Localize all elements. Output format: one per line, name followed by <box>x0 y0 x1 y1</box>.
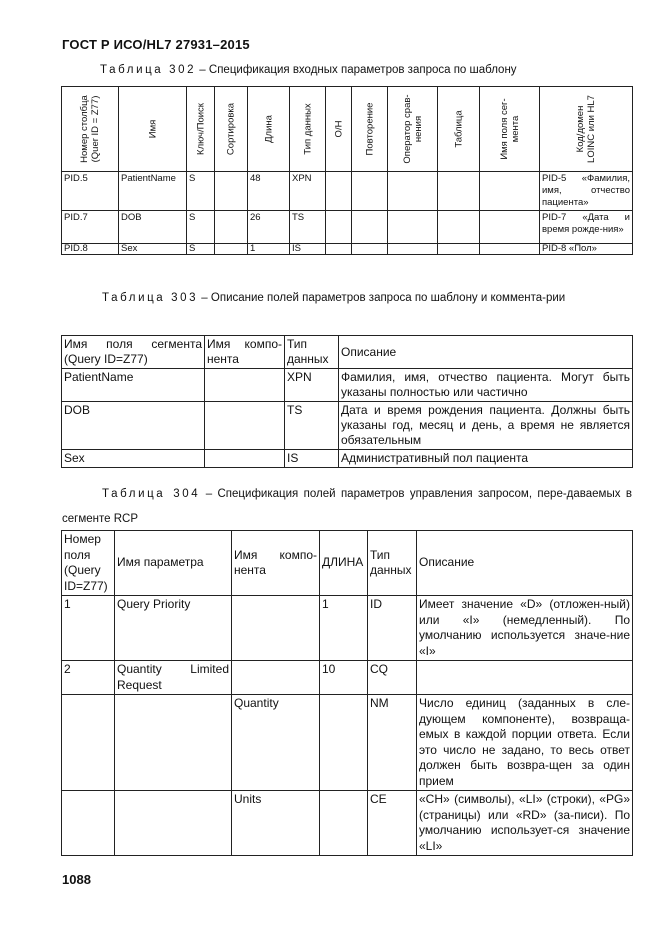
table-cell: Sex <box>119 244 187 255</box>
table-cell <box>352 244 388 255</box>
table-304 <box>61 530 633 856</box>
table-row <box>62 244 633 255</box>
table304-caption <box>62 482 632 532</box>
table-row <box>62 172 633 211</box>
table-cell <box>215 211 248 244</box>
table-cell <box>115 791 232 856</box>
table-303 <box>61 335 633 468</box>
table-cell <box>62 791 115 856</box>
table-cell <box>205 450 285 468</box>
table-cell: TS <box>285 402 339 450</box>
table302-col-header: Номер столбца (Quer ID = Z77) <box>62 87 119 172</box>
table-cell: Units <box>232 791 320 856</box>
table-cell: XPN <box>285 369 339 402</box>
table-cell: S <box>187 211 215 244</box>
table-cell <box>388 244 438 255</box>
table-cell <box>62 695 115 791</box>
table-cell <box>438 244 480 255</box>
table-cell: 1 <box>62 596 115 661</box>
table303-col-header: Тип данных <box>285 336 339 369</box>
table303-dash: – <box>201 292 208 304</box>
table304-dash: – <box>205 488 213 500</box>
table-cell: 10 <box>320 661 368 695</box>
table304-header-row <box>62 531 633 596</box>
table-cell <box>352 172 388 211</box>
table-cell <box>326 211 352 244</box>
table-cell <box>215 244 248 255</box>
table-row <box>62 596 633 661</box>
table-cell: PID.7 <box>62 211 119 244</box>
table-cell: PID.5 <box>62 172 119 211</box>
table303-label: Таблица 303 <box>102 292 199 304</box>
table-302 <box>61 86 633 255</box>
table-cell <box>115 695 232 791</box>
table304-label: Таблица 304 <box>102 488 201 500</box>
table-cell: PID.8 <box>62 244 119 255</box>
document-header: ГОСТ Р ИСО/HL7 27931–2015 <box>62 37 250 52</box>
table-cell <box>388 172 438 211</box>
table-cell: IS <box>285 450 339 468</box>
page-number: 1088 <box>62 872 91 887</box>
table304-col-header: Номер поля (Query ID=Z77) <box>62 531 115 596</box>
table-cell: Quantity <box>232 695 320 791</box>
table-cell: «CH» (символы), «LI» (строки), «PG» (страницы) или «RD» (за-писи). По умолчанию использует-ся значение «LI» <box>417 791 633 856</box>
table302-col-header: Оператор срав- нения <box>388 87 438 172</box>
table-cell: 1 <box>248 244 290 255</box>
table-cell: Фамилия, имя, отчество пациента. Могут быть указаны полностью или частично <box>339 369 633 402</box>
table303-header-row <box>62 336 633 369</box>
table-row <box>62 450 633 468</box>
table302-title: Спецификация входных параметров запроса по шаблону <box>208 64 517 76</box>
table-cell: S <box>187 244 215 255</box>
table-cell <box>480 211 540 244</box>
table303-caption <box>62 286 632 311</box>
table-cell: DOB <box>62 402 205 450</box>
table-cell: CE <box>368 791 417 856</box>
table-cell: Имеет значение «D» (отложен-ный) или «I» (немедленный). По умолчанию используется значе-ние «I» <box>417 596 633 661</box>
table-cell <box>320 695 368 791</box>
table-row <box>62 402 633 450</box>
table302-label: Таблица 302 <box>100 64 197 76</box>
table-cell <box>215 172 248 211</box>
table302-col-header: Имя поля сег- мента <box>480 87 540 172</box>
table302-dash: – <box>199 64 206 76</box>
table-cell: IS <box>290 244 326 255</box>
table-cell <box>326 244 352 255</box>
table304-col-header: Имя компо-нента <box>232 531 320 596</box>
table-row <box>62 661 633 695</box>
table302-col-header: Таблица <box>438 87 480 172</box>
table302-col-header: О/Н <box>326 87 352 172</box>
table-row <box>62 369 633 402</box>
table-cell: Sex <box>62 450 205 468</box>
table303-col-header: Описание <box>339 336 633 369</box>
table304-col-header: Тип данных <box>368 531 417 596</box>
table-cell: 2 <box>62 661 115 695</box>
table-cell: TS <box>290 211 326 244</box>
table-cell: PID-5 «Фамилия, имя, отчество пациента» <box>540 172 633 211</box>
table-cell: 48 <box>248 172 290 211</box>
table-cell <box>480 244 540 255</box>
table304-col-header: Имя параметра <box>115 531 232 596</box>
table302-col-header: Сортировка <box>215 87 248 172</box>
table304-col-header: ДЛИНА <box>320 531 368 596</box>
table-cell: PatientName <box>119 172 187 211</box>
table-cell: Query Priority <box>115 596 232 661</box>
table-cell: Число единиц (заданных в сле-дующем компоненте), возвраща-емых в каждой порции ответа. Если это число не задано, то весь ответ должен быть возвра-щен за один прием <box>417 695 633 791</box>
table-cell: S <box>187 172 215 211</box>
table-cell <box>480 172 540 211</box>
table302-col-header: Код/домен LOINC или HL7 <box>540 87 633 172</box>
table-cell <box>438 172 480 211</box>
table-row <box>62 791 633 856</box>
table302-col-header: Длина <box>248 87 290 172</box>
table-cell: PatientName <box>62 369 205 402</box>
table-cell: XPN <box>290 172 326 211</box>
table-cell <box>352 211 388 244</box>
table-cell <box>232 596 320 661</box>
table-cell: 26 <box>248 211 290 244</box>
table-cell: Дата и время рождения пациента. Должны быть указаны год, месяц и день, а время не является обязательным <box>339 402 633 450</box>
table303-col-header: Имя поля сегмента (Query ID=Z77) <box>62 336 205 369</box>
table-row <box>62 695 633 791</box>
table-row <box>62 211 633 244</box>
table302-col-header: Повторение <box>352 87 388 172</box>
table-cell: CQ <box>368 661 417 695</box>
table-cell <box>205 402 285 450</box>
table302-caption <box>100 58 517 83</box>
table303-title: Описание полей параметров запроса по шаблону и коммента-рии <box>210 292 566 304</box>
table-cell: Административный пол пациента <box>339 450 633 468</box>
table302-col-header: Тип данных <box>290 87 326 172</box>
table302-header-row <box>62 87 633 172</box>
table-cell <box>417 661 633 695</box>
table-cell <box>438 211 480 244</box>
table-cell: ID <box>368 596 417 661</box>
table303-col-header: Имя компо-нента <box>205 336 285 369</box>
table-cell: Quantity Limited Request <box>115 661 232 695</box>
table302-col-header: Ключ/Поиск <box>187 87 215 172</box>
table304-title: Спецификация полей параметров управления запросом, пере-даваемых в сегменте RCP <box>62 488 632 525</box>
table304-col-header: Описание <box>417 531 633 596</box>
table-cell: NM <box>368 695 417 791</box>
table-cell <box>232 661 320 695</box>
table-cell <box>326 172 352 211</box>
table-cell <box>205 369 285 402</box>
table-cell <box>388 211 438 244</box>
table-cell: DOB <box>119 211 187 244</box>
table-cell: PID-7 «Дата и время рожде-ния» <box>540 211 633 244</box>
table-cell <box>320 791 368 856</box>
table302-col-header: Имя <box>119 87 187 172</box>
table-cell: PID-8 «Пол» <box>540 244 633 255</box>
table-cell: 1 <box>320 596 368 661</box>
